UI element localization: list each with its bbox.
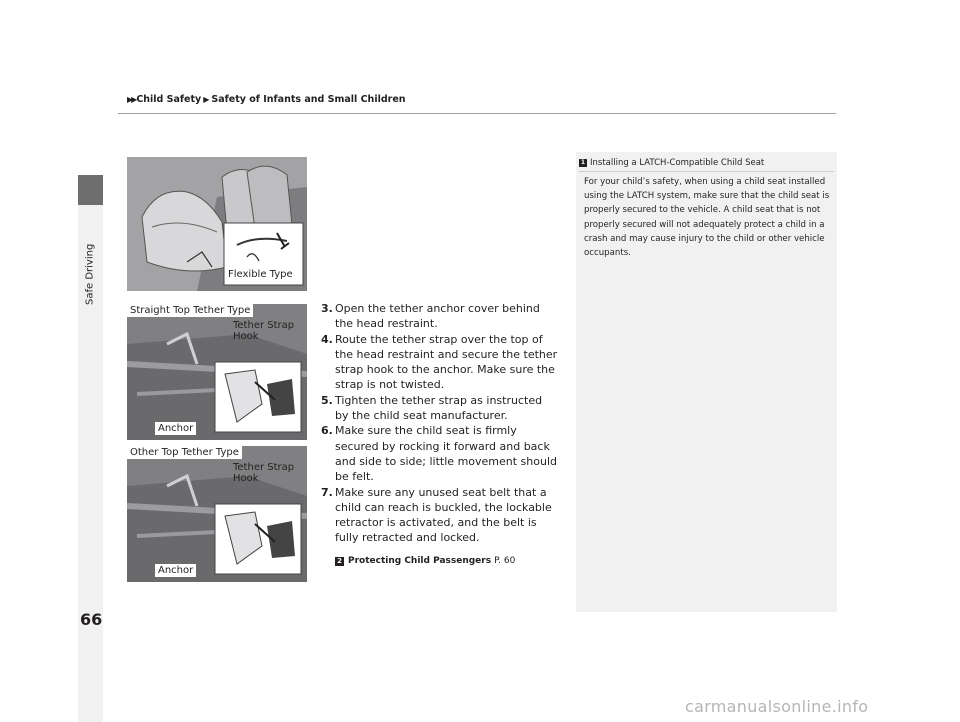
step-item: 7. Make sure any unused seat belt that a child can reach is buckled, the lockable retractor is activated, and the belt is fully retracted and locked. (321, 485, 552, 545)
breadcrumb-arrow-icon: ▶▶ (127, 95, 136, 104)
flexible-type-caption: Flexible Type (228, 269, 293, 280)
cross-reference-label: Protecting Child Passengers (348, 555, 492, 566)
figure-other-top-tether (127, 446, 307, 582)
cross-reference-page: P. 60 (494, 555, 516, 566)
note-divider (579, 171, 834, 172)
breadcrumb (127, 94, 406, 105)
instruction-steps (321, 301, 559, 569)
note-title (579, 158, 764, 168)
section-tab-marker (78, 175, 103, 205)
tether-strap-hook-label: Tether Strap Hook (233, 320, 295, 342)
step-item: 6. Make sure the child seat is firmly secured by rocking it forward and back and side to side; little movement should be felt. (321, 424, 557, 484)
section-label: Safe Driving (84, 243, 96, 305)
step-item: 3. Open the tether anchor cover behind the head restraint. (321, 302, 540, 331)
anchor-label: Anchor (155, 564, 196, 577)
note-body: For your child’s safety, when using a child seat installed using the LATCH system, make sure that the child seat is properly secured to the vehicle. A child seat that is not properly secured will not adequately protect a child in a crash and may cause injury to the child or other vehicle occupants. (584, 177, 830, 259)
step-item: 5. Tighten the tether strap as instructed by the child seat manufacturer. (321, 393, 543, 423)
note-title-text: Installing a LATCH-Compatible Child Seat (590, 158, 765, 168)
tether-strap-hook-label: Tether Strap Hook (233, 462, 295, 484)
reference-arrow-icon: 2 (335, 557, 344, 566)
breadcrumb-arrow-icon: ▶ (203, 95, 210, 104)
note-marker-icon: 1 (580, 159, 586, 166)
figure-flexible-type (127, 157, 307, 291)
other-tether-caption: Other Top Tether Type (127, 446, 242, 459)
watermark: carmanualsonline.info (685, 697, 869, 716)
cross-reference-link[interactable] (335, 554, 559, 569)
page-number: 66 (80, 610, 103, 629)
anchor-label: Anchor (155, 422, 196, 435)
figure-straight-top-tether (127, 304, 307, 440)
straight-tether-caption: Straight Top Tether Type (127, 304, 253, 317)
header-rule (118, 113, 836, 114)
breadcrumb-item: Child Safety (136, 94, 202, 105)
breadcrumb-item: Safety of Infants and Small Children (211, 94, 406, 105)
step-item: 4. Route the tether strap over the top of the head restraint and secure the tether strap hook to the anchor. Make sure the strap is not twisted. (321, 332, 558, 392)
